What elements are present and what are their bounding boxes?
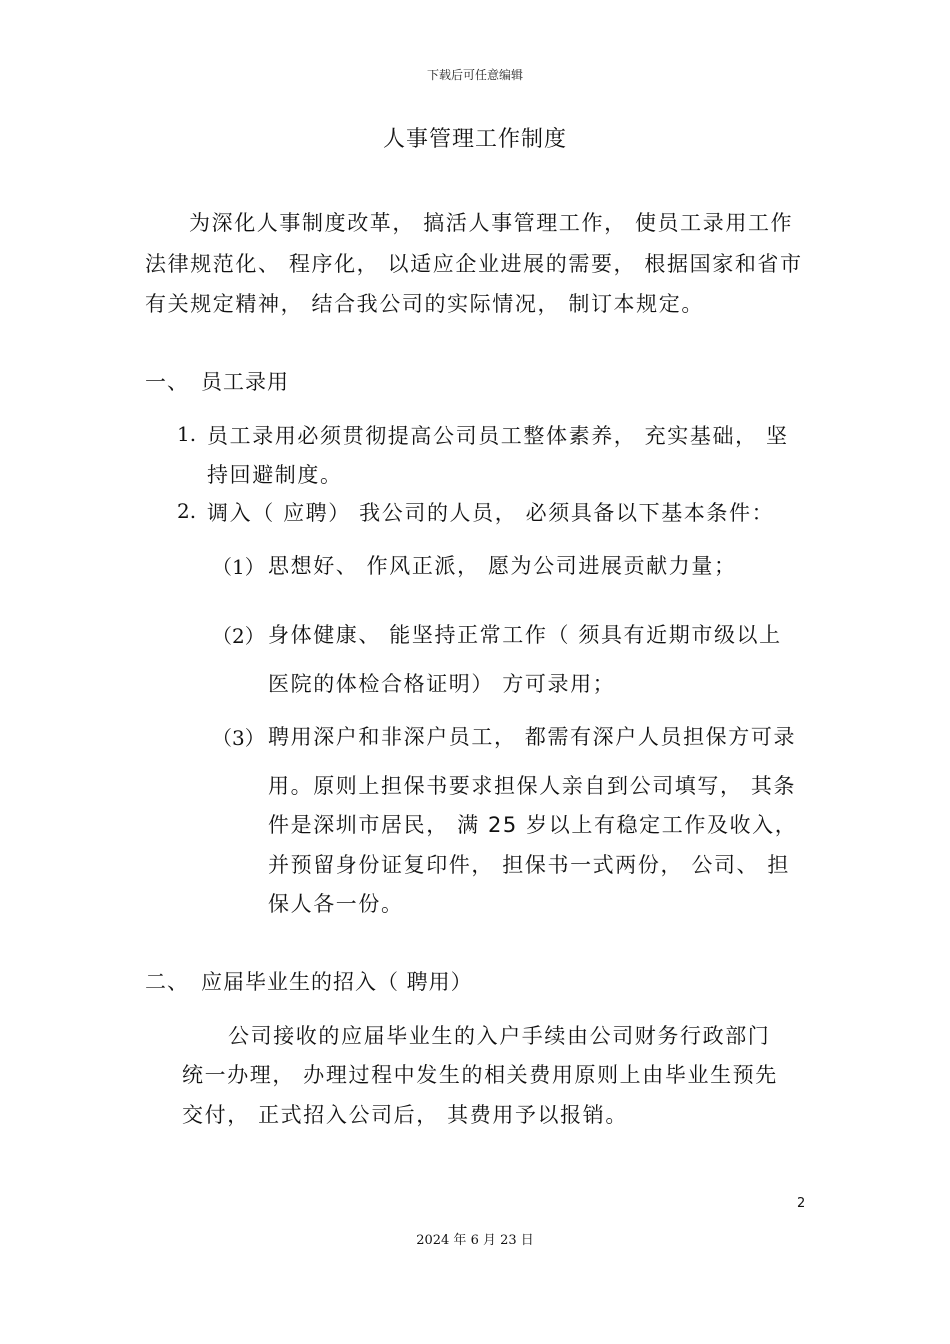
condition-line: 思想好、 作风正派， 愿为公司进展贡献力量； xyxy=(268,554,737,578)
condition-number: （1） xyxy=(212,555,265,579)
section-body-line: 统一办理， 办理过程中发生的相关费用原则上由毕业生预先 xyxy=(182,1063,778,1087)
section-number: 二、 xyxy=(145,970,189,994)
condition-number: （3） xyxy=(212,726,265,750)
condition-number: （2） xyxy=(212,624,265,648)
condition-line: 聘用深户和非深户员工， 都需有深户人员担保方可录 xyxy=(268,725,797,749)
condition-line: 件是深圳市居民， 满 25 岁以上有稳定工作及收入， xyxy=(268,813,798,837)
list-item-line: 调入（ 应聘） 我公司的人员， 必须具备以下基本条件： xyxy=(207,501,775,525)
list-number: 1. xyxy=(177,422,197,446)
condition-line: 用。原则上担保书要求担保人亲自到公司填写， 其条 xyxy=(268,774,797,798)
list-item-line: 员工录用必须贯彻提高公司员工整体素养， 充实基础， 坚 xyxy=(207,424,789,448)
condition-line: 医院的体检合格证明） 方可录用； xyxy=(268,672,616,696)
page-number: 2 xyxy=(797,1196,806,1211)
condition-line: 身体健康、 能坚持正常工作（ 须具有近期市级以上 xyxy=(268,623,782,647)
document-title: 人事管理工作制度 xyxy=(382,127,567,152)
intro-line: 为深化人事制度改革， 搞活人事管理工作， 使员工录用工作 xyxy=(189,211,794,235)
section-title: 应届毕业生的招入（ 聘用） xyxy=(201,970,473,994)
intro-line: 有关规定精神， 结合我公司的实际情况， 制订本规定。 xyxy=(145,292,704,316)
section-body-line: 交付， 正式招入公司后， 其费用予以报销。 xyxy=(182,1103,628,1127)
condition-line: 并预留身份证复印件， 担保书一式两份， 公司、 担 xyxy=(268,853,791,877)
intro-line: 法律规范化、 程序化， 以适应企业进展的需要， 根据国家和省市 xyxy=(145,252,803,276)
section-title: 员工录用 xyxy=(201,370,289,394)
list-number: 2. xyxy=(177,499,197,523)
list-item-line: 持回避制度。 xyxy=(207,463,343,487)
section-number: 一、 xyxy=(145,370,189,394)
condition-line: 保人各一份。 xyxy=(268,892,404,916)
section-body-line: 公司接收的应届毕业生的入户手续由公司财务行政部门 xyxy=(228,1024,771,1048)
page-header: 下载后可任意编辑 xyxy=(426,68,523,82)
footer-date: 2024 年 6 月 23 日 xyxy=(416,1233,534,1248)
